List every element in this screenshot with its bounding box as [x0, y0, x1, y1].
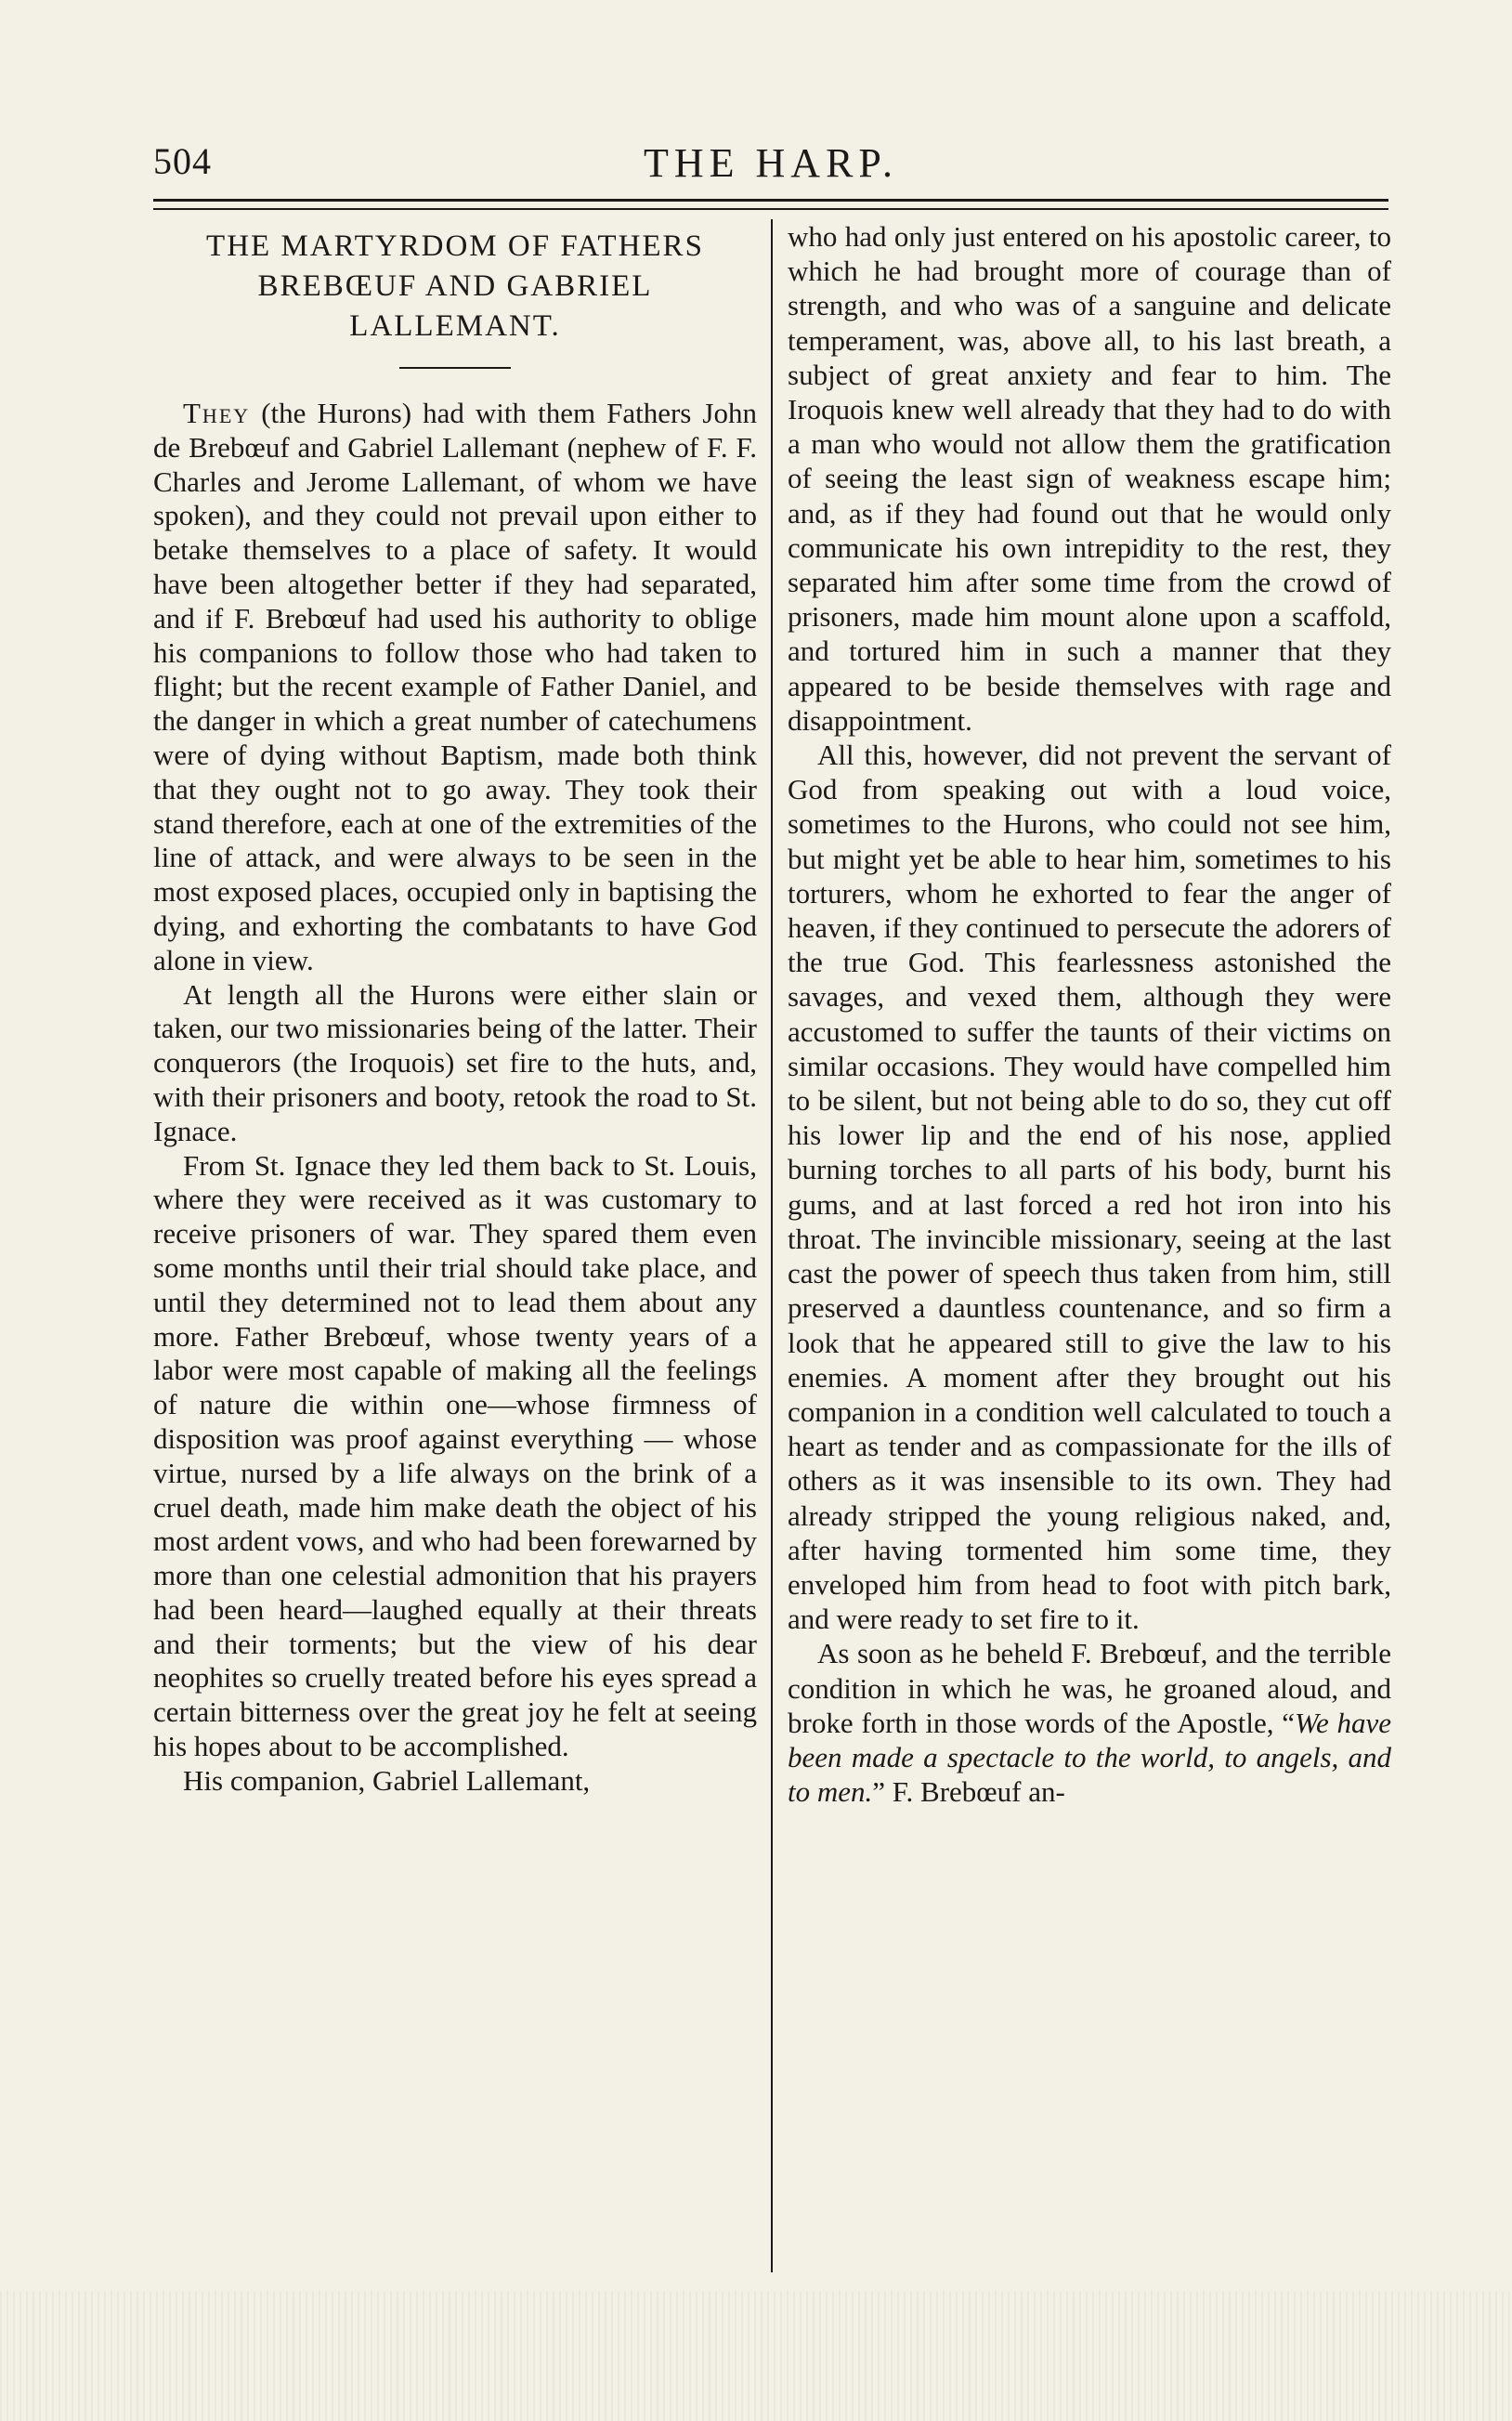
right-paragraph-1: who had only just entered on his apostolic career, to which he had brought more of courage than of strength, and who was of a sanguine and delicate temperament, was, above all, to his last breath, a subject of great anxiety and fear to him. The Iroquois knew well already that they had to do with a man who would not allow them the gratification of seeing the least sign of weakness escape him; and, as if they had found out that he would only communicate his own intrepidity to the rest, they separated him after some time from the crowd of prisoners, made him mount alone upon a scaffold, and tortured him in such a manner that they appeared to be beside themselves with rage and disappointment.: [788, 220, 1391, 737]
title-line-2: BREBŒUF AND GABRIEL: [257, 269, 653, 303]
running-title: THE HARP.: [643, 140, 899, 186]
left-paragraph-1: [153, 397, 757, 978]
right-paragraph-3-end: ” F. Brebœuf an-: [872, 1775, 1065, 1809]
right-paragraph-2: All this, however, did not prevent the servant of God from speaking out with a loud voice, sometimes to the Hurons, who could not see him, but might yet be able to hear him, sometimes to his torturers, whom he exhorted to fear the anger of heaven, if they continued to persecute the adorers of the true God. This fearlessness astonished the savages, and vexed them, although they were accustomed to suffer the taunts of their victims on similar occasions. They would have compelled him to be silent, but not being able to do so, they cut off his lower lip and the end of his nose, applied burning torches to all parts of his body, burnt his gums, and at last forced a red hot iron into his throat. The invincible missionary, seeing at the last cast the power of speech thus taken from him, still preserved a dauntless countenance, and so firm a look that he appeared still to give the law to his enemies. A moment after they brought out his companion in a condition well calculated to touch a heart as tender and as compassionate for the ills of others as it was insensible to its own. They had already stripped the young religious naked, and, after having tormented him some time, they enveloped him from head to foot with pitch bark, and were ready to set fire to it.: [788, 739, 1391, 1636]
page-number: 504: [153, 140, 212, 182]
lead-word: They: [183, 397, 251, 429]
header-rule-thick: [153, 199, 1388, 202]
apostle-quote: We have been made a spectacle to the world, to angels, and to men.: [788, 1706, 1391, 1809]
right-paragraph-3-start: As soon as he beheld F. Brebœuf, and the terrible condition in which he was, he groaned aloud, and broke forth in those words of the Apostle, “: [788, 1637, 1391, 1739]
page-header: [153, 139, 1388, 195]
right-column: [788, 219, 1391, 1809]
title-rule: [399, 367, 511, 369]
left-paragraph-3: From St. Ignace they led them back to St. Louis, where they were received as it was customary to receive prisoners of war. They spared them even some months until their trial should take place, and until they determined not to lead them about any more. Father Brebœuf, whose twenty years of a labor were most capable of making all the feelings of nature die within one—whose firmness of disposition was proof against everything — whose virtue, nursed by a life always on the brink of a cruel death, made him make death the object of his most ardent vows, and who had been forewarned by more than one celestial admonition that his prayers had been heard—laughed equally at their threats and their torments; but the view of his dear neophites so cruelly treated before his eyes spread a certain bitterness over the great joy he felt at seeing his hopes about to be accomplished.: [153, 1148, 757, 1763]
header-rule-thin: [153, 208, 1388, 210]
left-paragraph-1-text: (the Hurons) had with them Fathers John de Brebœuf and Gabriel Lallemant (nephew of F. F. Charles and Jerome Lallemant, of whom we have spoken), and they could not prevail upon either to betake themselves to a place of safety. It would have been altogether better if they had separated, and if F. Brebœuf had used his authority to oblige his companions to follow those who had taken to flight; but the recent example of Father Daniel, and the danger in which a great number of catechumens were of dying without Baptism, made both think that they ought not to go away. They took their stand therefore, each at one of the extremities of the line of attack, and were always to be seen in the most exposed places, occupied only in baptising the dying, and exhorting the combatants to have God alone in view.: [153, 397, 757, 976]
left-column: [153, 219, 757, 1799]
right-paragraph-3: [788, 1636, 1391, 1809]
paper-texture: [0, 2291, 1512, 2421]
left-paragraph-2: At length all the Hurons were either slain or taken, our two missionaries being of the latter. Their conquerors (the Iroquois) set fire to the huts, and, with their prisoners and booty, retook the road to St. Ignace.: [153, 977, 757, 1147]
title-line-1: THE MARTYRDOM OF FATHERS: [206, 229, 704, 263]
title-line-3: LALLEMANT.: [349, 309, 561, 343]
left-paragraph-4: His companion, Gabriel Lallemant,: [183, 1763, 591, 1797]
column-divider: [771, 219, 773, 2272]
article-title: [153, 227, 757, 347]
